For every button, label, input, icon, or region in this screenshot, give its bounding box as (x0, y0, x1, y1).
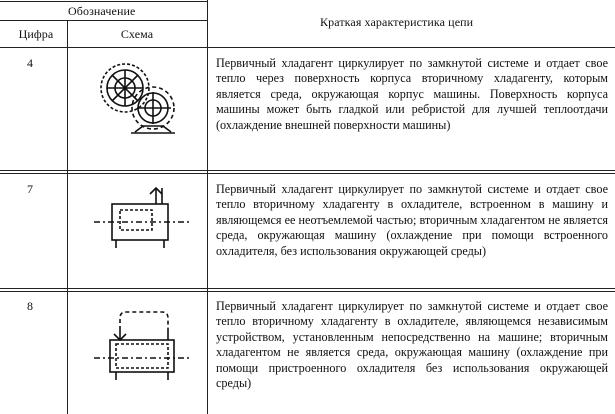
row-digit: 7 (27, 182, 33, 196)
row-description: Первичный хладагент циркулирует по замкнутой системе и отдает свое тепло вторичному хладагенту в охладителе, встроенном в машину и являющемся ее неотъемлемой частью; вторичным хладагентом не является среда, окружающая машину (охлаждение при помощи встроенного охладителя, без использования окружающей среды) (216, 182, 608, 258)
row-digit: 4 (27, 56, 33, 70)
mounted-cooler-icon (92, 300, 192, 390)
finned-machine-surface-cooling-icon (95, 56, 185, 166)
header-designation: Обозначение (68, 4, 136, 18)
header-digit: Цифра (18, 27, 54, 41)
row-description: Первичный хладагент циркулирует по замкнутой системе и отдает свое тепло вторичному хладагенту в охладителе, являющемся независимым устройством, установленным непосредственно на машине; вторичным хладагентом не является среда, окружающая машину (охлаждение при помощи пристроенного охладителя без использования окружающей среды) (216, 299, 608, 391)
row-description: Первичный хладагент циркулирует по замкнутой системе и отдает свое тепло через поверхность корпуса вторичному хладагенту, которым является среда, окружающая корпус машины. Поверхность корпуса машины может быть гладкой или ребристой для лучшей теплоотдачи (охлаждение внешней поверхности машины) (216, 56, 608, 132)
header-scheme: Схема (120, 27, 154, 41)
built-in-cooler-icon (92, 186, 192, 256)
header-description: Краткая характеристика цепи (320, 15, 474, 29)
row-digit: 8 (27, 299, 33, 313)
